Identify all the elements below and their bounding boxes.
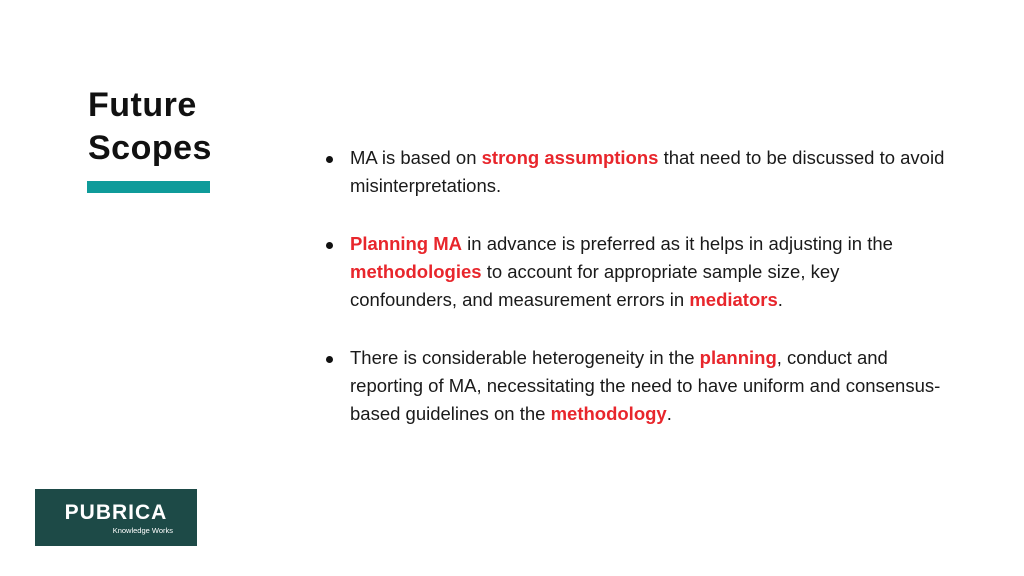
bullet-text [350, 347, 940, 424]
bullet-item [326, 230, 946, 314]
slide-title-line1: Future [88, 86, 197, 124]
bullet-segment: , conduct and reporting of MA, necessitating the need to have uniform and consensus-based guidelines on the [350, 347, 941, 424]
slide-title [88, 84, 212, 170]
bullet-item [326, 344, 946, 428]
bullet-highlight: planning [699, 347, 777, 368]
bullet-list [326, 144, 946, 428]
bullet-highlight: strong assumptions [481, 147, 659, 168]
bullet-text [350, 147, 944, 196]
bullet-segment: MA is based on [350, 147, 482, 168]
bullet-segment: to account for appropriate sample size, key confounders, and measurement errors in [350, 261, 840, 310]
bullet-segment: There is considerable heterogeneity in the [350, 347, 700, 368]
pubrica-logo [35, 489, 197, 546]
bullet-dot-icon [326, 356, 333, 363]
bullet-highlight: Planning MA [350, 233, 463, 254]
bullet-text [350, 233, 893, 310]
bullet-segment: in advance is preferred as it helps in adjusting in the [462, 233, 893, 254]
logo-tagline: Knowledge Works [112, 526, 173, 535]
bullet-highlight: methodology [550, 403, 667, 424]
bullet-dot-icon [326, 242, 333, 249]
bullet-dot-icon [326, 156, 333, 163]
title-accent-bar [87, 181, 210, 193]
bullet-highlight: mediators [689, 289, 778, 310]
logo-name: PUBRICA [64, 501, 168, 524]
slide-title-line2: Scopes [88, 129, 212, 167]
bullet-segment: . [777, 289, 783, 310]
bullet-highlight: methodologies [350, 261, 482, 282]
bullet-item [326, 144, 946, 200]
bullet-segment: that need to be discussed to avoid misinterpretations. [350, 147, 945, 196]
bullet-segment: . [666, 403, 672, 424]
